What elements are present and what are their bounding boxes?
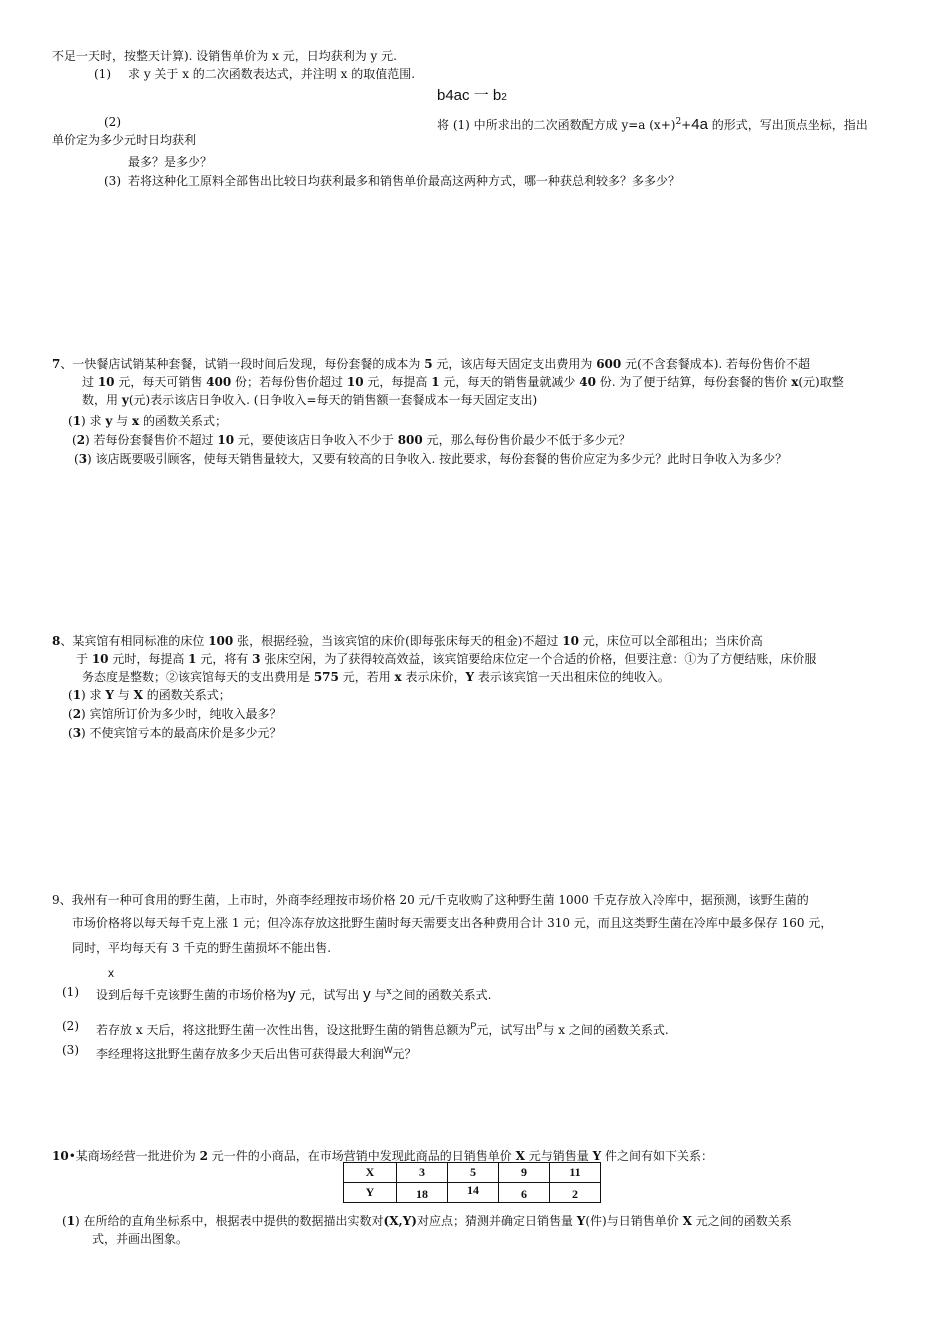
table-cell: 6 — [499, 1183, 550, 1203]
problem-9-question-2-number: (2) — [62, 1019, 79, 1033]
problem-8-question-1: (1) 求 Y 与 X 的函数关系式； — [68, 688, 231, 702]
table-row — [344, 1183, 601, 1203]
formula-fraction-top: b4ac 一 b2 — [437, 87, 507, 104]
problem-7-line-3: 数，用 y(元)表示该店日争收入. (日争收入=每天的销售额一套餐成本一每天固定支出) — [82, 393, 538, 407]
problem-8-line-2: 于 10 元时，每提高 1 元，将有 3 张床空闲，为了获得较高效益，该宾馆要给床位定一个合适的价格，但要注意：①为了方便结账，床价服 — [76, 652, 817, 666]
problem-9-question-1-number: (1) — [62, 985, 79, 999]
value-table — [343, 1162, 601, 1203]
table-header-x: X — [344, 1163, 397, 1183]
problem-9-line-1: 9、我州有一种可食用的野生菌，上市时，外商李经理按市场价格 20 元/千克收购了这种野生菌 1000 千克存放入冷库中，据预测，该野生菌的 — [52, 893, 809, 907]
problem-7-question-1: (1) 求 y 与 x 的函数关系式； — [68, 414, 227, 428]
problem-9-line-2: 市场价格将以每天每千克上涨 1 元；但冷冻存放这批野生菌时每天需要支出各种费用合计 310 元，而且这类野生菌在冷库中最多保存 160 元， — [72, 916, 833, 930]
problem-8-question-2: (2) 宾馆所订价为多少时，纯收入最多？ — [68, 707, 282, 721]
intro-q1-text: 求 y 关于 x 的二次函数表达式，并注明 x 的取值范围. — [128, 67, 416, 81]
table-header-y: Y — [344, 1183, 397, 1203]
problem-9-question-2: 若存放 x 天后，将这批野生菌一次性出售，设这批野生菌的销售总额为$^P$元，试写出$^P$与 x 之间的函数关系式. — [96, 1021, 669, 1037]
problem-10-question-1-continuation: 式，并画出图象。 — [92, 1232, 189, 1246]
intro-q2-text: 将 (1) 中所求出的二次函数配方成 y=a $(x+)^2+4a$ 的形式，写出顶点坐标，指出 — [437, 116, 868, 133]
problem-10-line-1: 10•某商场经营一批进价为 2 元一件的小商品，在市场营销中发现此商品的日销售单价 X 元与销售量 Y 件之间有如下关系： — [52, 1149, 713, 1163]
problem-8-line-1: 8、某宾馆有相同标准的床位 100 张，根据经验，当该宾馆的床价(即每张床每天的租金)不超过 10 元，床位可以全部租出；当床价高 — [52, 634, 763, 648]
table-cell: 11 — [550, 1163, 601, 1183]
intro-line: 不足一天时，按整天计算). 设销售单价为 x 元，日均获利为 y 元. — [52, 49, 397, 63]
problem-8-line-3: 务态度是整数；②该宾馆每天的支出费用是 575 元，若用 x 表示床价，Y 表示该宾馆一天出租床位的纯收入。 — [82, 670, 670, 684]
problem-9-question-3-number: (3) — [62, 1043, 79, 1057]
intro-q1-number: (1) — [94, 67, 111, 81]
table-cell: 18 — [397, 1183, 448, 1203]
table-cell: 5 — [448, 1163, 499, 1183]
table-cell: 3 — [397, 1163, 448, 1183]
problem-10-question-1: (1) 在所给的直角坐标系中，根据表中提供的数据描出实数对(X,Y)对应点；猜测并确定日销售量 Y(件)与日销售单价 X 元之间的函数关系 — [62, 1214, 792, 1228]
intro-q2-continuation-2: 最多？是多少？ — [128, 155, 213, 169]
problem-9-question-1: 设到后每千克该野生菌的市场价格为y 元，试写出 y 与$^x$之间的函数关系式. — [96, 986, 492, 1003]
problem-7-question-2: (2) 若每份套餐售价不超过 10 元，要使该店日争收入不少于 800 元，那么每份售价最少不低于多少元？ — [72, 433, 631, 447]
intro-q2-continuation: 单价定为多少元时日均获利 — [52, 133, 197, 147]
problem-8-question-3: (3) 不使宾馆亏本的最高床价是多少元？ — [68, 726, 282, 740]
problem-9-x-mark: x — [108, 966, 114, 980]
intro-q3-number: (3) — [104, 174, 121, 188]
problem-9-question-3: 李经理将这批野生菌存放多少天后出售可获得最大利润$^W$元？ — [96, 1045, 417, 1061]
problem-7-line-2: 过 10 元，每天可销售 400 份；若每份售价超过 10 元，每提高 1 元，每天的销售量就减少 40 份. 为了便于结算，每份套餐的售价 x(元)取整 — [82, 375, 844, 389]
intro-q3-text: 若将这种化工原料全部售出比较日均获利最多和销售单价最高这两种方式，哪一种获总利较多？多多少？ — [128, 174, 681, 188]
intro-q2-number: (2) — [104, 115, 121, 129]
table-row — [344, 1163, 601, 1183]
table-cell: 2 — [550, 1183, 601, 1203]
problem-7-line-1: 7、一快餐店试销某种套餐，试销一段时间后发现，每份套餐的成本为 5 元，该店每天固定支出费用为 600 元(不含套餐成本). 若每份售价不超 — [52, 357, 811, 371]
table-cell: 14 — [448, 1183, 499, 1203]
problem-9-line-3: 同时，平均每天有 3 千克的野生菌损坏不能出售. — [72, 941, 332, 955]
table-cell: 9 — [499, 1163, 550, 1183]
problem-7-question-3: (3) 该店既要吸引顾客，使每天销售量较大，又要有较高的日争收入. 按此要求，每份套餐的售价应定为多少元？此时日争收入为多少？ — [74, 452, 788, 466]
